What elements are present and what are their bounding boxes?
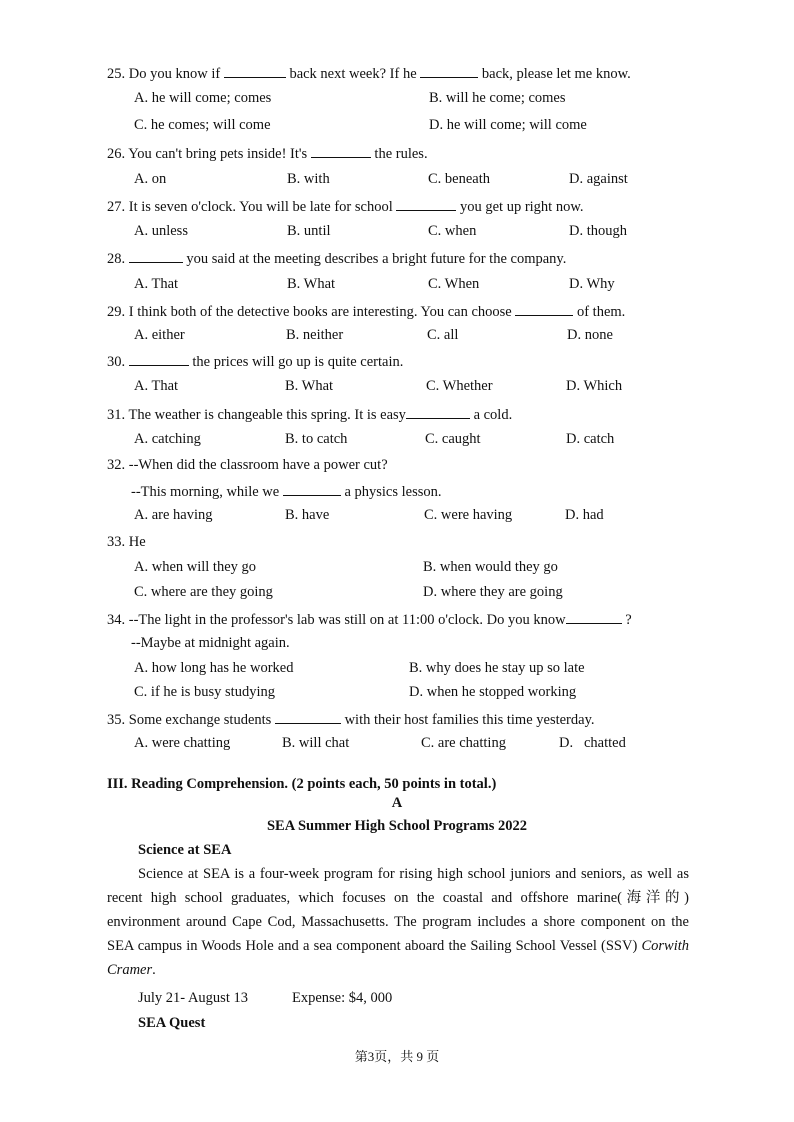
question-33-stem: 33. He	[107, 534, 146, 550]
option-c: C. were having	[424, 507, 513, 523]
option-d: D. Why	[569, 276, 615, 292]
question-32-line2: --This morning, while we a physics lesson.	[131, 481, 442, 501]
question-26-stem: 26. You can't bring pets inside! It's the rules.	[107, 143, 428, 163]
question-27-stem: 27. It is seven o'clock. You will be late for school you get up right now.	[107, 196, 584, 216]
option-c: C. are chatting	[421, 735, 506, 751]
question-34-line2: --Maybe at midnight again.	[131, 635, 290, 651]
option-b: B. why does he stay up so late	[409, 660, 585, 676]
option-a: A. on	[134, 171, 167, 187]
option-d: D. none	[567, 327, 613, 343]
option-c: C. Whether	[426, 378, 493, 394]
option-c: C. he comes; will come	[134, 117, 271, 133]
option-b: B. have	[285, 507, 330, 523]
option-a: A. he will come; comes	[134, 90, 272, 106]
program-title: SEA Quest	[138, 1015, 206, 1031]
answer-blank	[129, 351, 189, 366]
answer-blank	[311, 143, 371, 158]
passage-label: A	[391, 795, 403, 811]
question-28-stem: 28. you said at the meeting describes a bright future for the company.	[107, 248, 566, 268]
option-d: D. Which	[566, 378, 623, 394]
page-footer: 第3页，共 9 页	[354, 1049, 440, 1064]
option-c: C. if he is busy studying	[134, 684, 275, 700]
option-a: A. That	[134, 378, 179, 394]
option-a: A. catching	[134, 431, 201, 447]
program-description: Science at SEA is a four-week program for rising high school juniors and seniors, as well as recent high school graduates, which focuses on the coastal and offshore marine(海洋的) environment around Cape Cod, Massachusetts. The program includes a shore component on the SEA campus in Woods Hole and a sea component aboard the Sailing School Vessel (SSV) Corwith Cramer.	[107, 866, 689, 978]
option-b: B. to catch	[285, 431, 348, 447]
answer-blank	[406, 404, 470, 419]
option-d: D. had	[565, 507, 604, 523]
option-c: C. When	[428, 276, 480, 292]
option-a: A. how long has he worked	[134, 660, 294, 676]
option-b: B. when would they go	[423, 559, 558, 575]
answer-blank	[515, 301, 573, 316]
option-c: C. when	[428, 223, 477, 239]
option-d: D. chatted	[559, 735, 626, 751]
question-34-stem: 34. --The light in the professor's lab was still on at 11:00 o'clock. Do you know ?	[107, 609, 632, 629]
option-c: C. all	[427, 327, 459, 343]
answer-blank	[396, 196, 456, 211]
option-a: A. either	[134, 327, 185, 343]
answer-blank	[420, 63, 478, 78]
question-25-stem: 25. Do you know if back next week? If he back, please let me know.	[107, 63, 631, 83]
question-30-stem: 30. the prices will go up is quite certain.	[107, 351, 403, 371]
option-d: D. against	[569, 171, 628, 187]
answer-blank	[129, 248, 183, 263]
option-b: B. until	[287, 223, 331, 239]
option-a: A. were chatting	[134, 735, 231, 751]
option-d: D. though	[569, 223, 627, 239]
section-heading: III. Reading Comprehension. (2 points each, 50 points in total.)	[107, 776, 497, 792]
option-d: D. catch	[566, 431, 615, 447]
answer-blank	[224, 63, 286, 78]
option-c: C. caught	[425, 431, 481, 447]
answer-blank	[275, 709, 341, 724]
program-expense: Expense: $4, 000	[292, 990, 393, 1006]
program-title: Science at SEA	[138, 842, 232, 858]
program-dates: July 21- August 13	[138, 990, 248, 1006]
option-b: B. will chat	[282, 735, 350, 751]
option-c: C. where are they going	[134, 584, 273, 600]
answer-blank	[566, 609, 622, 624]
option-d: D. he will come; will come	[429, 117, 587, 133]
option-b: B. will he come; comes	[429, 90, 566, 106]
option-c: C. beneath	[428, 171, 491, 187]
option-b: B. What	[287, 276, 336, 292]
option-a: A. unless	[134, 223, 188, 239]
question-35-stem: 35. Some exchange students with their host families this time yesterday.	[107, 709, 595, 729]
option-d: D. where they are going	[423, 584, 563, 600]
question-32-stem: 32. --When did the classroom have a power cut?	[107, 457, 388, 473]
option-a: A. are having	[134, 507, 213, 523]
answer-blank	[283, 481, 341, 496]
question-31-stem: 31. The weather is changeable this spring. It is easy a cold.	[107, 404, 512, 424]
option-b: B. What	[285, 378, 334, 394]
option-d: D. when he stopped working	[409, 684, 577, 700]
option-a: A. when will they go	[134, 559, 257, 575]
option-a: A. That	[134, 276, 179, 292]
option-b: B. with	[287, 171, 330, 187]
question-29-stem: 29. I think both of the detective books are interesting. You can choose of them.	[107, 301, 625, 321]
option-b: B. neither	[286, 327, 344, 343]
passage-title: SEA Summer High School Programs 2022	[266, 818, 528, 834]
